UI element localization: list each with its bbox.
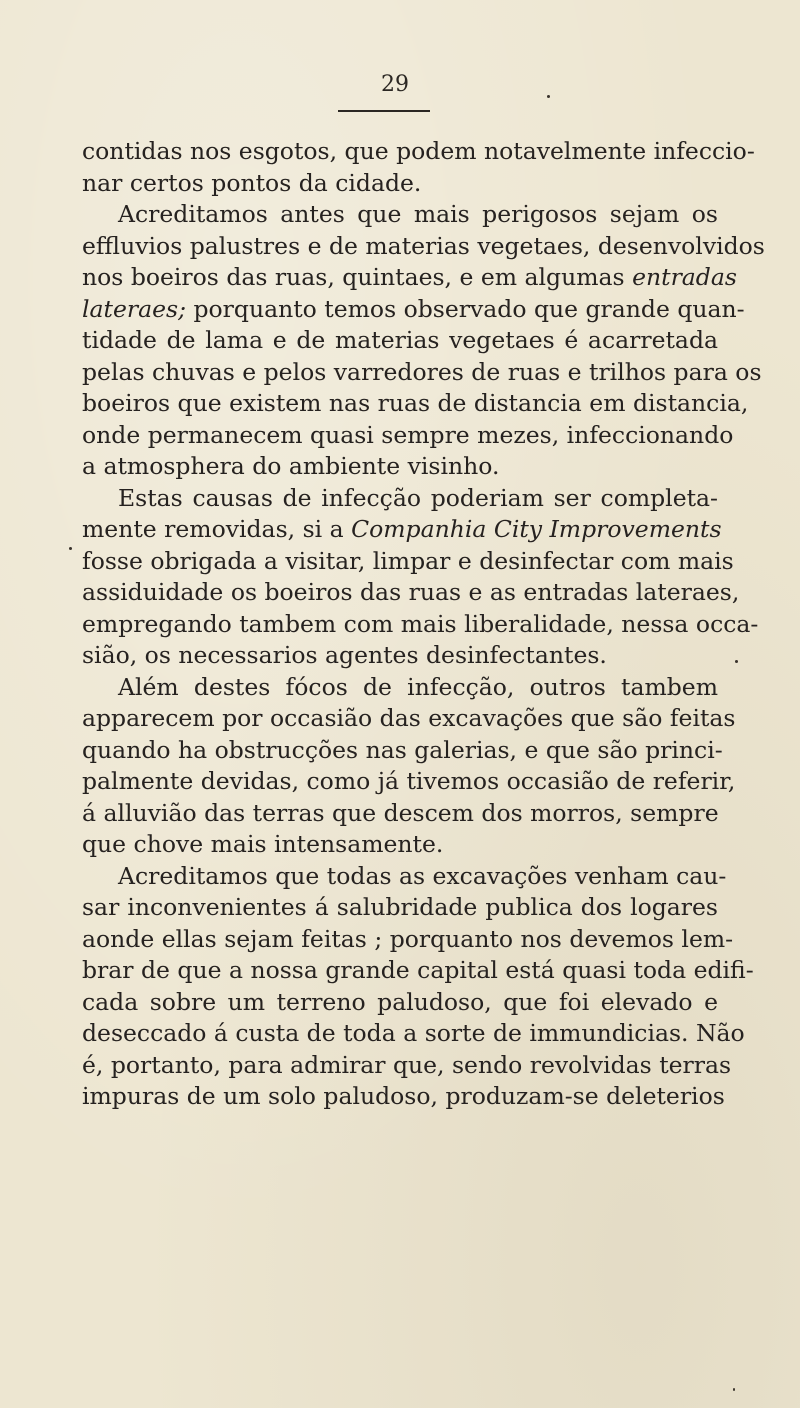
- text-segment: mente removidas, si a: [82, 515, 344, 543]
- text-line: [82, 294, 745, 326]
- text-line: é, portanto, para admirar que, sendo revolvidas terras: [82, 1050, 732, 1079]
- text-line: palmente devidas, como já tivemos occasião de referir,: [82, 767, 736, 795]
- text-line: apparecem por occasião das excavações que são feitas: [82, 704, 736, 732]
- text-line: brar de que a nossa grande capital está quasi toda edifi-: [82, 956, 754, 984]
- text-line: pelas chuvas e pelos varredores de ruas e trilhos para os: [82, 357, 762, 386]
- text-line: deseccado á custa de toda a sorte de immundicias. Não: [82, 1019, 745, 1047]
- text-line: assiduidade os boeiros das ruas e as entradas lateraes,: [82, 578, 740, 606]
- ink-speck: [69, 547, 72, 550]
- text-line: que chove mais intensamente.: [82, 830, 444, 858]
- ink-speck: [547, 95, 550, 98]
- text-line: quando ha obstrucções nas galerias, e que são princi-: [82, 735, 723, 764]
- text-line: Acreditamos que todas as excavações venham cau-: [118, 861, 727, 890]
- italic-phrase: entradas: [632, 263, 737, 291]
- italic-phrase: Companhia City Improvements: [351, 515, 722, 543]
- text-line: Acreditamos antes que mais perigosos sejam os: [118, 200, 718, 228]
- text-segment: nos boeiros das ruas, quintaes, e em algumas: [82, 263, 625, 291]
- text-line: aonde ellas sejam feitas ; porquanto nos devemos lem-: [82, 924, 734, 953]
- ink-speck: [733, 1388, 735, 1391]
- text-line: sião, os necessarios agentes desinfectantes.: [82, 641, 607, 669]
- text-line: Além destes fócos de infecção, outros tambem: [118, 672, 718, 701]
- text-line: sar inconvenientes á salubridade publica dos logares: [82, 893, 718, 921]
- text-line: fosse obrigada a visitar, limpar e desinfectar com mais: [82, 546, 734, 575]
- italic-phrase: lateraes;: [82, 294, 187, 323]
- ink-speck: [735, 660, 738, 663]
- text-line: a atmosphera do ambiente visinho.: [82, 452, 500, 480]
- text-line: tidade de lama e de materias vegetaes é acarretada: [82, 326, 718, 354]
- text-segment: porquanto temos observado que grande quan-: [186, 294, 745, 323]
- body-text: [82, 136, 765, 1113]
- text-line: boeiros que existem nas ruas de distancia em distancia,: [82, 389, 749, 417]
- text-line: nar certos pontos da cidade.: [82, 168, 422, 197]
- text-line: empregando tambem com mais liberalidade, nessa occa-: [82, 609, 759, 638]
- text-line: á alluvião das terras que descem dos morros, sempre: [82, 798, 719, 827]
- text-line: effluvios palustres e de materias vegetaes, desenvolvidos: [82, 231, 765, 260]
- header-rule: [338, 110, 430, 112]
- text-line: contidas nos esgotos, que podem notavelmente infeccio-: [82, 137, 755, 165]
- text-line: impuras de um solo paludoso, produzam-se deleterios: [82, 1082, 725, 1110]
- text-line: cada sobre um terreno paludoso, que foi elevado e: [82, 987, 718, 1016]
- text-line: [82, 514, 722, 546]
- text-line: [82, 262, 737, 294]
- page-number: 29: [381, 72, 409, 97]
- text-line: Estas causas de infecção poderiam ser completa-: [118, 483, 718, 512]
- text-line: onde permanecem quasi sempre mezes, infeccionando: [82, 420, 734, 449]
